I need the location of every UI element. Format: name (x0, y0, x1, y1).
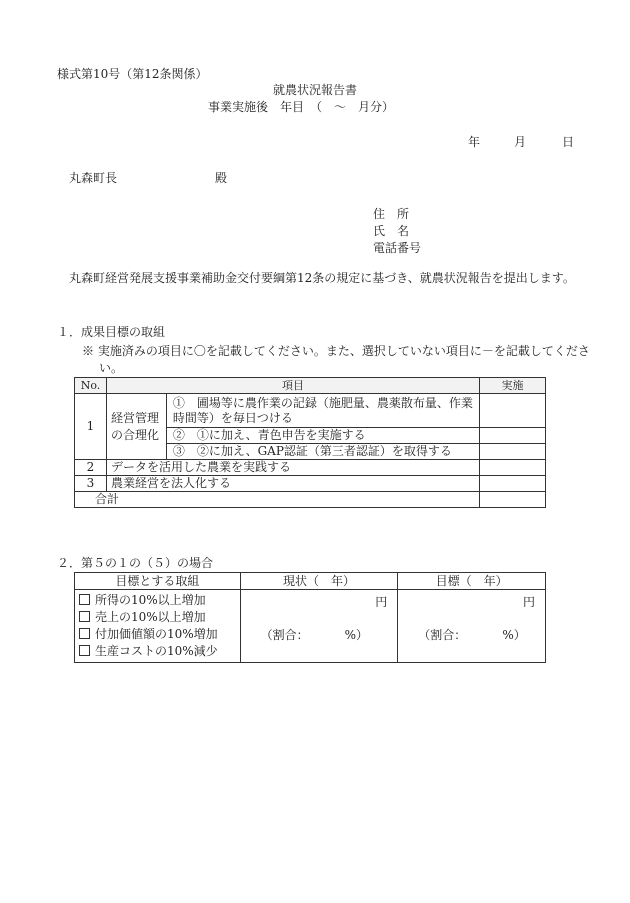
row3-item: 農業経営を法人化する (106, 476, 479, 492)
target-value-cell[interactable] (398, 590, 546, 663)
applicant-address-label: 住 所 (373, 207, 410, 221)
checkbox-icon[interactable] (79, 628, 90, 639)
date-day: 日 (562, 135, 575, 149)
goal-item[interactable]: 付加価値額の10%増加 (79, 626, 236, 643)
checkbox-icon[interactable] (79, 645, 90, 656)
current-yen-unit: 円 (375, 595, 388, 609)
goal-list (75, 590, 241, 663)
form-number: 様式第10号（第12条関係） (57, 67, 208, 81)
row1-no: 1 (75, 394, 107, 460)
date-line (468, 135, 574, 150)
addressee (69, 171, 228, 186)
goals-table (74, 377, 546, 508)
addressee-honorific: 殿 (215, 171, 228, 185)
row1-sub2: ② ①に加え、青色申告を実施する (166, 428, 479, 444)
row3-done-cell[interactable] (480, 476, 546, 492)
goal-item[interactable]: 所得の10%以上増加 (79, 592, 236, 609)
applicant-name-label: 氏 名 (373, 224, 410, 238)
col-header-target: 目標（ 年） (398, 573, 546, 590)
col-header-done: 実施 (480, 378, 546, 394)
checkbox-icon[interactable] (79, 594, 90, 605)
section1-note: ※ 実施済みの項目に〇を記載してください。また、選択していない項目に－を記載してください。 (82, 344, 590, 375)
col-header-current: 現状（ 年） (240, 573, 398, 590)
target-yen-unit: 円 (522, 595, 535, 609)
current-value-cell[interactable] (240, 590, 398, 663)
row2-no: 2 (75, 460, 107, 476)
addressee-name: 丸森町長 (69, 171, 118, 185)
goal-item[interactable]: 生産コストの10%減少 (79, 643, 236, 660)
target-ratio: （割合： %） (418, 628, 526, 642)
goal-item[interactable]: 売上の10%以上増加 (79, 609, 236, 626)
row1-sub3: ③ ②に加え、GAP認証（第三者認証）を取得する (166, 444, 479, 460)
checkbox-icon[interactable] (79, 611, 90, 622)
date-year: 年 (468, 135, 481, 149)
col-header-goal: 目標とする取組 (75, 573, 241, 590)
body-paragraph: 丸森町経営発展支援事業補助金交付要綱第12条の規定に基づき、就農状況報告を提出します。 (69, 271, 575, 285)
row2-done-cell[interactable] (480, 460, 546, 476)
row1-sub1-done-cell[interactable] (480, 394, 546, 428)
document-title: 就農状況報告書 (272, 83, 357, 97)
col-header-item: 項目 (106, 378, 479, 394)
row1-category: 経営管理の合理化 (106, 394, 166, 460)
row2-item: データを活用した農業を実践する (106, 460, 479, 476)
col-header-no: No. (75, 378, 107, 394)
row1-sub2-done-cell[interactable] (480, 428, 546, 444)
current-ratio: （割合： %） (260, 628, 369, 642)
applicant-phone-label: 電話番号 (373, 241, 422, 255)
results-table (74, 572, 546, 663)
section1-heading: １．成果目標の取組 (57, 325, 166, 339)
applicant-block (373, 206, 421, 257)
total-cell[interactable] (480, 492, 546, 508)
date-month: 月 (514, 135, 527, 149)
row1-sub1: ① 圃場等に農作業の記録（施肥量、農薬散布量、作業時間等）を毎日つける (166, 394, 479, 428)
section2-heading: ２．第５の１の（５）の場合 (57, 556, 214, 570)
total-label: 合計 (75, 492, 480, 508)
document-subtitle: 事業実施後 年目 （ ～ 月分） (208, 100, 395, 114)
row3-no: 3 (75, 476, 107, 492)
row1-sub3-done-cell[interactable] (480, 444, 546, 460)
